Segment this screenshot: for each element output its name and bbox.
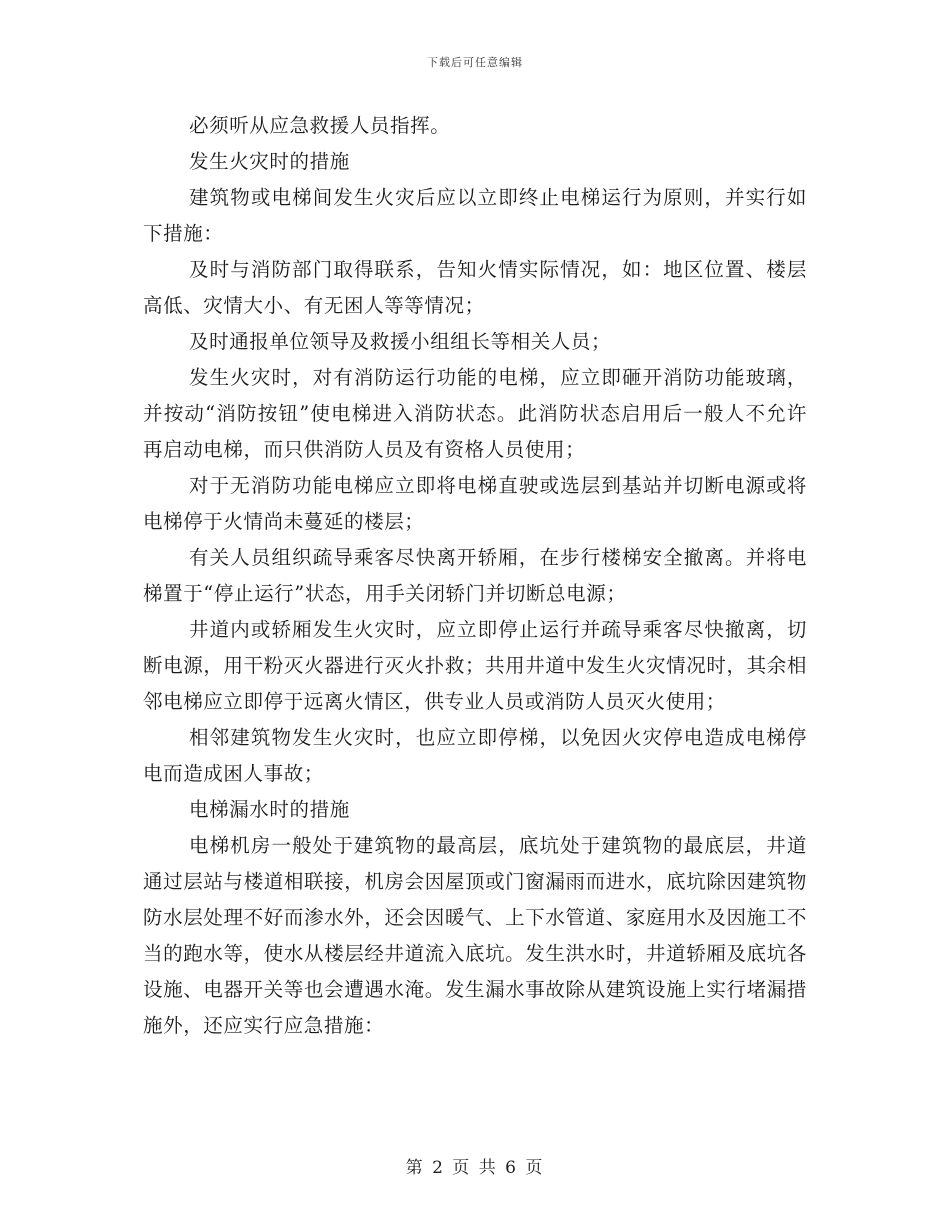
section-heading-fire: 发生火灾时的措施 bbox=[189, 150, 350, 173]
paragraph: 对于无消防功能电梯应立即将电梯直驶或选层到基站并切断电源或将电梯停于火情尚未蔓延的楼层； bbox=[143, 474, 807, 533]
paragraph: 电梯机房一般处于建筑物的最高层，底坑处于建筑物的最底层，井道通过层站与楼道相联接，机房会因屋顶或门窗漏雨而进水，底坑除因建筑物防水层处理不好而渗水外，还会因暖气、上下水管道、家庭用水及因施工不当的跑水等，使水从楼层经井道流入底坑。发生洪水时，井道轿厢及底坑各设施、电器开关等也会遭遇水淹。发生漏水事故除从建筑设施上实行堵漏措施外，还应实行应急措施： bbox=[143, 834, 807, 1037]
document-body bbox=[143, 108, 807, 1044]
paragraph: 必须听从应急救援人员指挥。 bbox=[189, 114, 451, 137]
page-header: 下载后可任意编辑 bbox=[427, 56, 523, 69]
section-heading-water-leak: 电梯漏水时的措施 bbox=[189, 798, 350, 821]
paragraph: 发生火灾时，对有消防运行功能的电梯，应立即砸开消防功能玻璃，并按动“消防按钮”使电梯进入消防状态。此消防状态启用后一般人不允许再启动电梯，而只供消防人员及有资格人员使用； bbox=[143, 366, 807, 461]
paragraph: 及时与消防部门取得联系，告知火情实际情况，如：地区位置、楼层高低、灾情大小、有无困人等等情况； bbox=[143, 258, 807, 317]
paragraph: 及时通报单位领导及救援小组组长等相关人员； bbox=[189, 330, 612, 353]
page-number: 第 2 页 共 6 页 bbox=[405, 1158, 545, 1178]
paragraph: 建筑物或电梯间发生火灾后应以立即终止电梯运行为原则，并实行如下措施： bbox=[143, 186, 807, 245]
paragraph: 有关人员组织疏导乘客尽快离开轿厢，在步行楼梯安全撤离。并将电梯置于“停止运行”状态，用手关闭轿门并切断总电源； bbox=[143, 546, 807, 605]
paragraph: 相邻建筑物发生火灾时，也应立即停梯，以免因火灾停电造成电梯停电而造成困人事故； bbox=[143, 726, 807, 785]
paragraph: 井道内或轿厢发生火灾时，应立即停止运行并疏导乘客尽快撤离，切断电源，用干粉灭火器进行灭火扑救；共用井道中发生火灾情况时，其余相邻电梯应立即停于远离火情区，供专业人员或消防人员灭火使用； bbox=[143, 618, 807, 713]
